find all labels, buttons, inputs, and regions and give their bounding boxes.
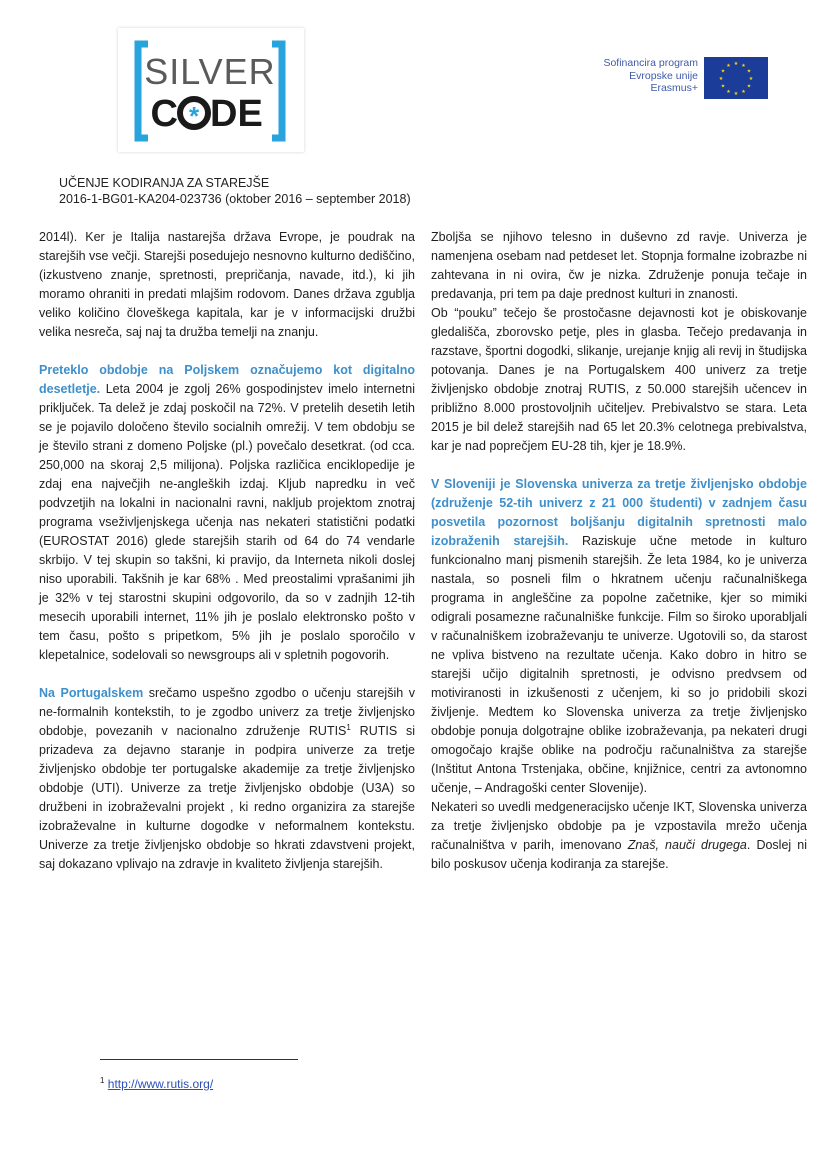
footnote-divider [100, 1059, 298, 1060]
svg-text:★: ★ [746, 83, 752, 90]
left-column [39, 228, 415, 893]
intergen-text-b: . Doslej ni bilo poskusov učenja kodiranja za starejše. [431, 838, 808, 871]
poland-text: Leta 2004 je zgolj 26% gospodinjstev imelo internetni priključek. Ta delež je zdaj poskočil na 72%. V pretelih desetih letih se je pojavilo določeno število socialnih omrežij. V tem obdobju se je število strani z domeno Poljske (pl.) povečalo desetkrat. (od cca. 250,000 na skoraj 2,5 milijona). Poljska različica enciklopedije je zdaj ena največjih ne-angleških izdaj. Kljub napredku in več podvzetjih na lokalni in nacionalni ravni, nakljub projektom znotraj programa vseživljenjskega učenja nas nekateri statistični podatki (EUROSTAT 2016) glede starejših starih od 64 do 74 vendarle skrbijo. V tej skupin so takšni, ki pravijo, da Interneta nikoli doslej niso uporabili. Takšnih je kar 68% . Med preostalimi vprašanimi jih je 32% v tej starostni skupini odgovorilo, da so v zadnjih 12-tih mesecih uporabili internet, 11% jih je poslalo elektronsko pošto v tem času, pošto s pripetkom, 5% jih je poslalo sporočilo v klepetalnice, sodelovali so newsgroups ali v spletnih pogovorih. [39, 382, 415, 662]
silver-code-logo [118, 28, 304, 152]
svg-text:★: ★ [748, 76, 754, 82]
eu-line2: Evropske unije [629, 69, 698, 82]
eu-line1: Sofinancira program [603, 57, 698, 69]
footnote-ref: 1 [346, 722, 351, 732]
svg-text:★: ★ [733, 91, 739, 97]
paragraph-u3a-health: Zboljša se njihovo telesno in duševno zd ravje. Univerza je namenjena osebam nad petdeset let. Stopnja formalne izobrazbe ni zahtevana in ni ovira, čw je nizka. Združenje ponuja tečaje in predavanja, pri tem pa daje prednost kulturi in znanosti. [431, 230, 807, 301]
svg-text:★: ★ [741, 63, 746, 69]
paragraph-rutis-activities: Ob “pouku” tečejo še prostočasne dejavnosti kot je obiskovanje gledališča, zborovsko petje, ples in glasba. Tečejo predavanja in razstave, športni dogodki, slikanje, urejanje knjig ali revij in študijska potovanja. Danes je na Portugalskem 400 univerz za tretje življenjsko obdobje znotraj RUTIS, z 50.000 starejših učencev in približno 8.000 prostovoljnih učiteljev. Prebivalstvo se stara. Leta 2015 je bil delež starejših nad 65 let 20.3% celotnega prebivalstva, kar je nad poprečjem EU-28 tih, kjer je 18.9%. [431, 306, 807, 453]
rutis-link[interactable]: http://www.rutis.org/ [107, 1077, 214, 1091]
footnote-number: 1 [100, 1076, 105, 1085]
document-title: UČENJE KODIRANJA ZA STAREJŠE [59, 176, 270, 190]
document-header [59, 175, 411, 207]
right-column [431, 228, 807, 893]
paragraph-italy: 2014l). Ker je Italija nastarejša država Evrope, je poudrak na starejših vse večji. Starejši posedujejo nesnovno kulturno dediščino, (izkustveno znanje, spretnosti, prepričanja, navade, itd.), ki jih moramo ohraniti in predati mlajšim rodovom. Danes država zgublja veliko količino človeškega kapitala, kar je v informacijski družbi velika nesreča, saj naj ta družba temelji na znanju. [39, 230, 415, 339]
svg-text:★: ★ [746, 68, 752, 75]
svg-text:★: ★ [720, 83, 726, 90]
svg-text:★: ★ [726, 63, 731, 69]
eu-line3: Erasmus+ [650, 82, 698, 94]
portugal-text-a: srečamo uspešno zgodbo o učenju starejših v ne-formalnih kontekstih, to je zgodbo univerz za tretje življenjsko obdobje, povezanih v nacionalno združenje RUTIS [39, 686, 415, 738]
svg-text:★: ★ [720, 68, 726, 75]
program-name: Znaš, nauči drugega [627, 838, 747, 852]
portugal-text-b: RUTIS si prizadeva za dejavno staranje in podpira univerze za tretje življenjsko obdobje ter portugalske akademije za tretje življenjsko obdobje (UTI). Univerze za tretje življenjsko obdobje (U3A) so družbeni in izobraževalni projekt , ki redno organizira za starejše izobraževalne in kulturne dogodke v neformalnem kontekstu. Univerze za tretje življenjsko obdobje so hkrati zdavstveni projekt, saj dokazano vplivajo na zdravje in kvaliteto življenja starejših. [39, 724, 415, 871]
logo-asterisk: * [188, 101, 200, 131]
slovenia-text: Raziskuje učne metode in kulturo funkcionalno manj pismenih starejših. Že leta 1984, ko je univerza nastala, so posneli film o hkratnem učenju računalniškega programa in angleščine za popolne začetnike, kjer so mimiki odigrali posamezne računalniške funkcije. Film so široko uporabljali v računalniškem izobraževanju te univerze. Ugotovili so, da starost ne vpliva bistveno na rezultate učenja. Kako dobro in hitro se starejši učijo digitalnih spretnosti, je odvisno predvsem od motiviranosti in izkušenosti z učenjem, ki so jo pridobili skozi življenje. Medtem ko Slovenska univerza za tretje življenjsko obdobje ponuja dolgotrajne oblike izobraževanja, pa nekateri drugi omogočajo krajše oblike na področju računalništva za starejše (Inštitut Antona Trstenjaka, občine, knjižnice, centri za avtonomno učenje, – Andragoški center Slovenije). [431, 534, 807, 795]
paragraph-slovenia [431, 475, 807, 798]
portugal-heading: Na Portugalskem [39, 686, 144, 700]
eu-cofunding [560, 57, 768, 99]
svg-text:★: ★ [741, 89, 746, 95]
slovenia-heading: V Sloveniji je Slovenska univerza za tretje življenjsko obdobje (združenje 52-tih univerz z 21 000 študenti) v zadnjem času posvetila pozornost boljšanju digitalnih spretnosti malo izobraženih starejših. [431, 477, 807, 548]
svg-text:★: ★ [726, 89, 731, 95]
eu-flag-icon [704, 57, 768, 99]
poland-heading: Preteklo obdobje na Poljskem označujemo kot digitalno desetletje. [39, 363, 415, 396]
logo-code-c: C [150, 93, 178, 135]
svg-text:★: ★ [733, 61, 739, 67]
svg-text:★: ★ [718, 76, 724, 82]
paragraph-portugal [39, 684, 415, 874]
paragraph-poland [39, 361, 415, 665]
paragraph-intergenerational [431, 798, 807, 874]
eu-cofunding-text [603, 57, 698, 95]
project-number: 2016-1-BG01-KA204-023736 (oktober 2016 – september 2018) [59, 192, 411, 206]
intergen-text-a: Nekateri so uvedli medgeneracijsko učenje IKT, Slovenska univerza za tretje življenjsko obdobje pa je vzpostavila mrežo učenja računalništva v parih, imenovano [431, 800, 807, 852]
silver-code-logo-graphic [118, 28, 304, 152]
footnote [100, 1077, 213, 1091]
logo-silver-text: SILVER [144, 51, 276, 92]
logo-code-de: DE [210, 93, 263, 135]
